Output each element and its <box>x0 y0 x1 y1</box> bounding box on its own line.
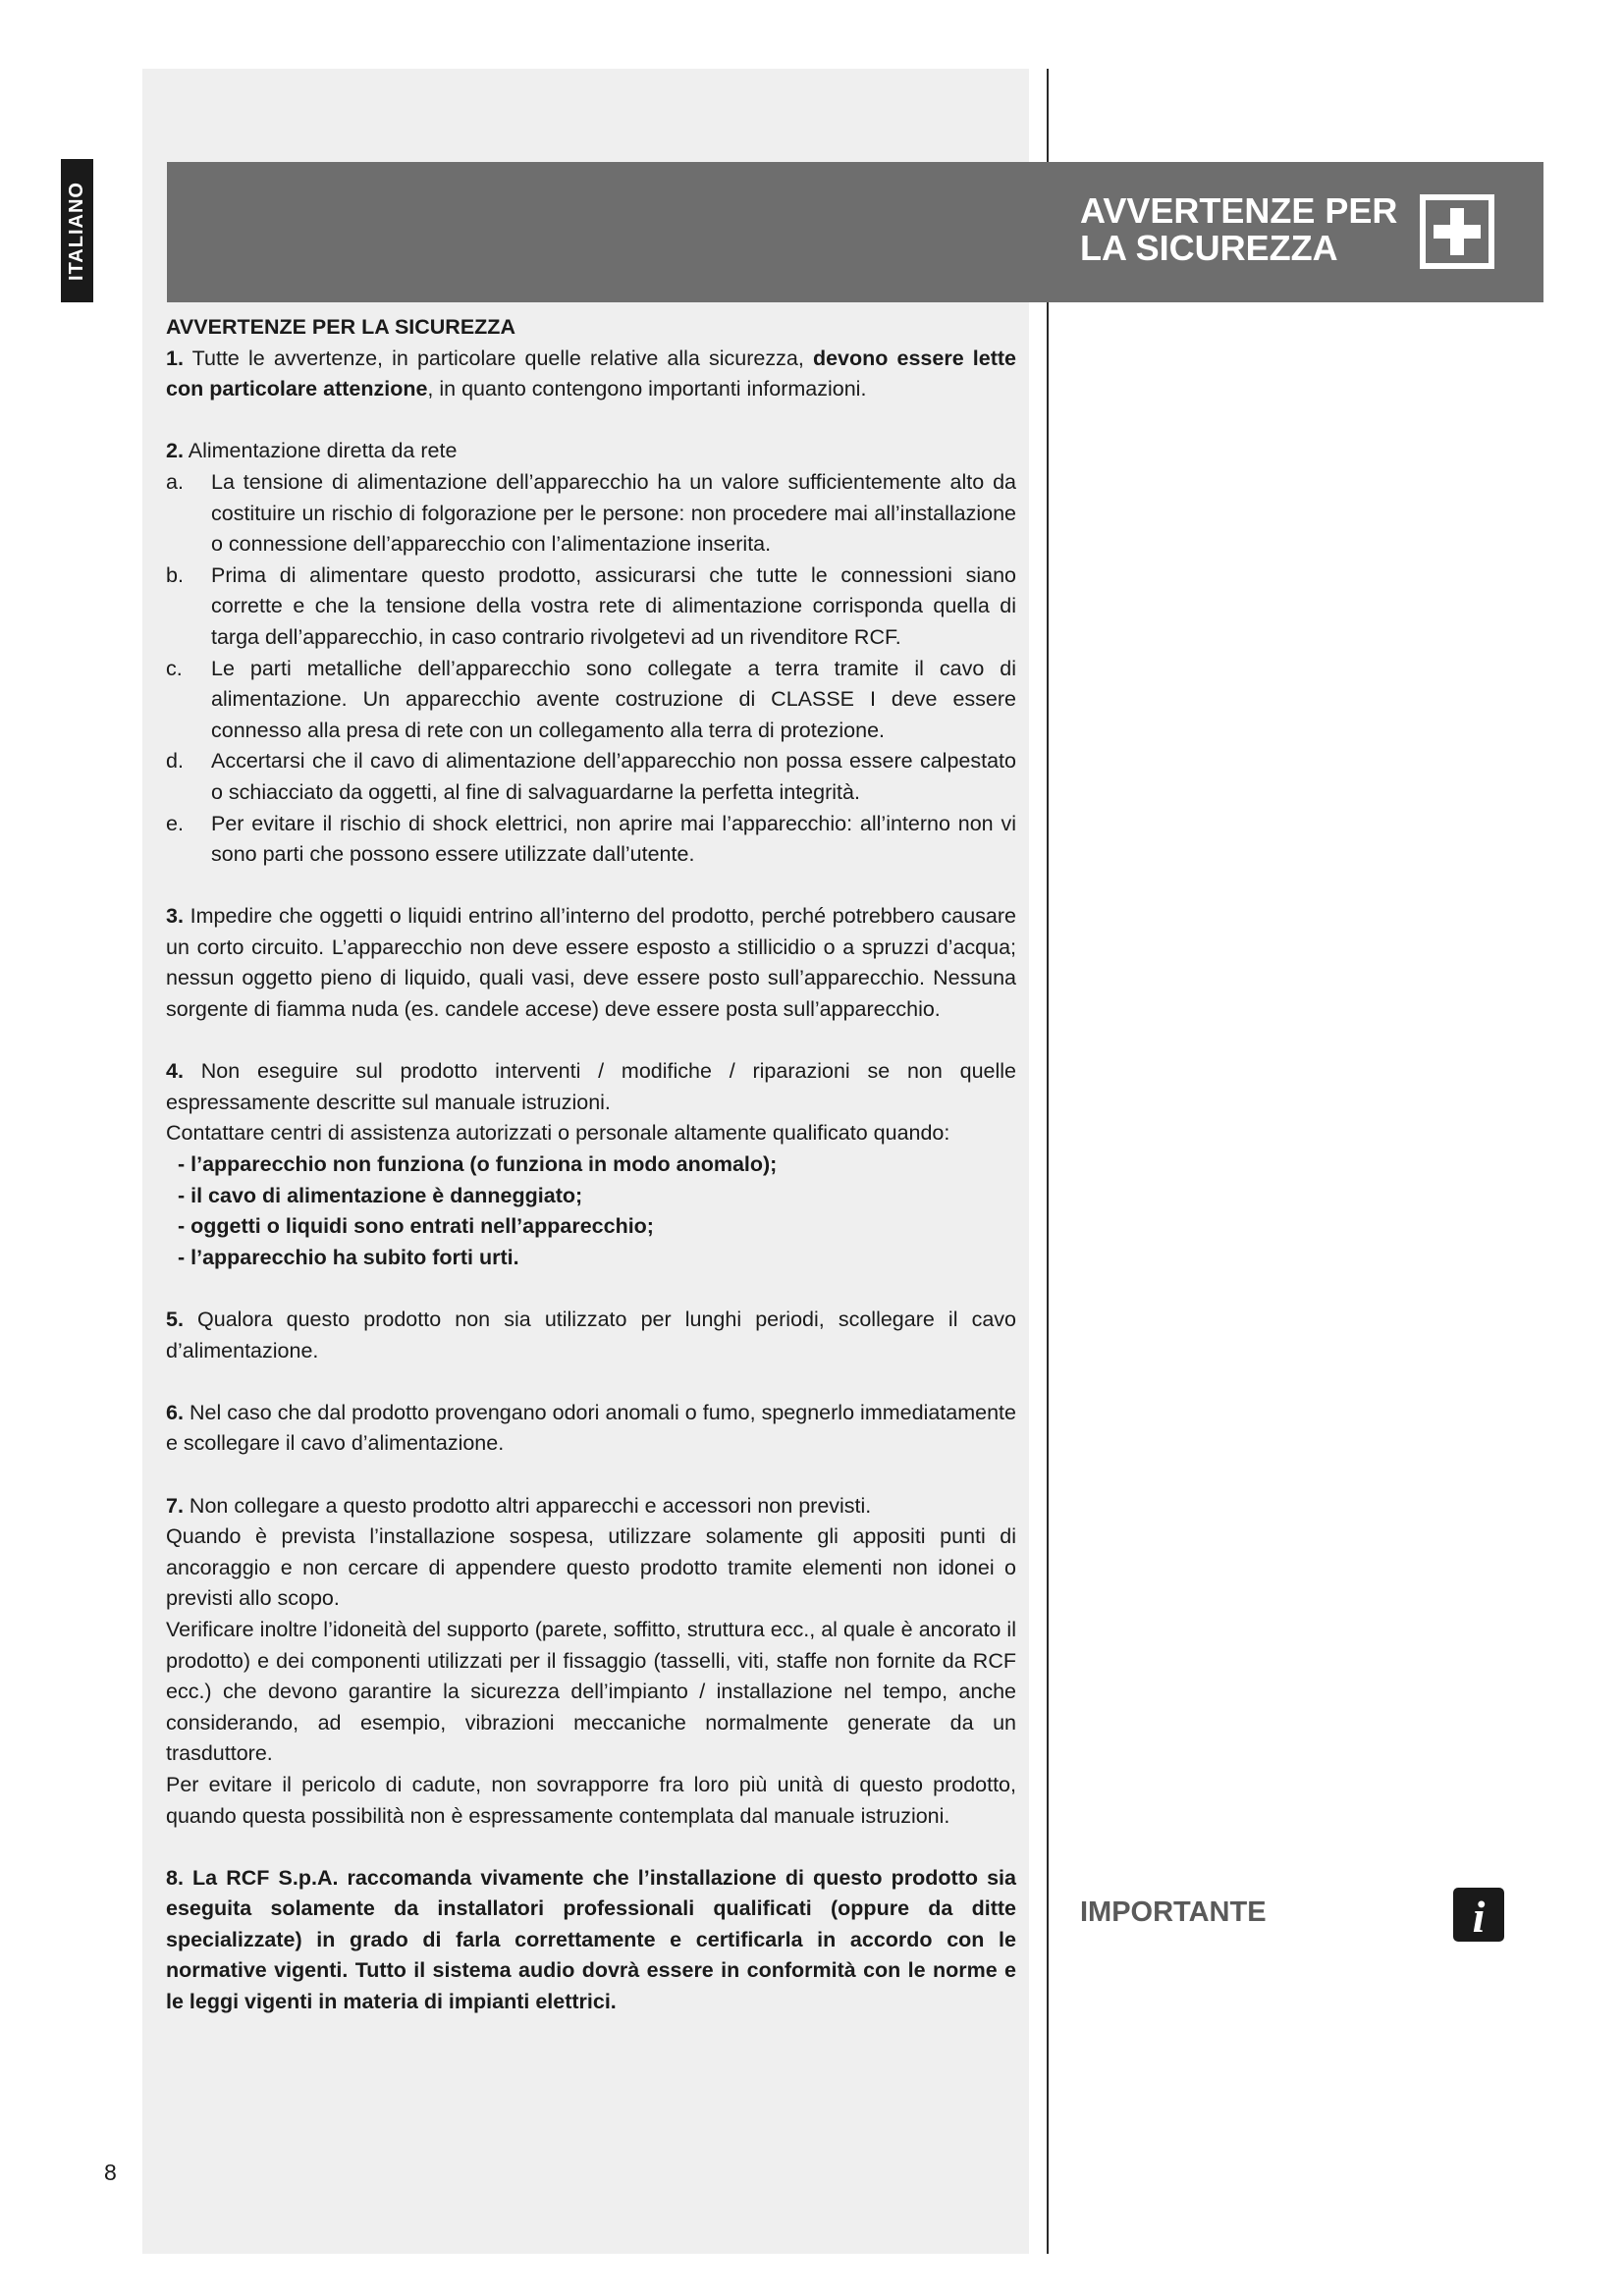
list-marker: b. <box>166 562 184 587</box>
list-marker: d. <box>166 749 184 774</box>
page-title <box>1080 192 1404 267</box>
list-item <box>166 654 1016 747</box>
section-1-number: 1. <box>166 346 184 370</box>
list-item <box>166 809 1016 871</box>
list-text: La tensione di alimentazione dell’apparecchio ha un valore sufficientemente alto da costituire un rischio di folgorazione per le persone: non procedere mai all’installazione o connessione dell’apparecchio con l’alimentazione inserita. <box>211 469 1016 557</box>
page-title-line1: AVVERTENZE PER <box>1080 190 1398 231</box>
important-label: IMPORTANTE <box>1080 1896 1267 1928</box>
section-1-text-c: , in quanto contengono importanti informazioni. <box>427 377 867 401</box>
safety-content <box>166 312 1016 2018</box>
info-icon <box>1453 1888 1504 1942</box>
list-marker: a. <box>166 469 184 494</box>
section-3 <box>166 901 1016 1025</box>
list-item <box>166 467 1016 561</box>
section-3-text: Impedire che oggetti o liquidi entrino all’interno del prodotto, perché potrebbero causare un corto circuito. L’apparecchio non deve essere esposto a stillicidio o a spruzzi d’acqua; nessun oggetto pieno di liquido, quali vasi, deve essere posto sull’apparecchio. Nessuna sorgente di fiamma nuda (es. candele accese) deve essere posta sull’apparecchio. <box>166 904 1016 1022</box>
language-tab <box>61 159 93 302</box>
section-4-text: Non eseguire sul prodotto interventi / modifiche / riparazioni se non quelle espressamente descritte sul manuale istruzioni. <box>166 1059 1016 1114</box>
section-4-number: 4. <box>166 1059 184 1084</box>
list-marker: c. <box>166 656 183 680</box>
bullet-item: - il cavo di alimentazione è danneggiato; <box>178 1183 583 1207</box>
bullet-item: - l’apparecchio ha subito forti urti. <box>178 1245 519 1269</box>
section-7-number: 7. <box>166 1493 184 1518</box>
section-5-text: Qualora questo prodotto non sia utilizzato per lunghi periodi, scollegare il cavo d’alimentazione. <box>166 1308 1016 1362</box>
section-1-text-a: Tutte le avvertenze, in particolare quelle relative alla sicurezza, <box>183 346 813 370</box>
section-6-text: Nel caso che dal prodotto provengano odori anomali o fumo, spegnerlo immediatamente e scollegare il cavo d’alimentazione. <box>166 1400 1016 1456</box>
language-label: ITALIANO <box>66 181 88 281</box>
bullet-item: - l’apparecchio non funziona (o funziona in modo anomalo); <box>178 1152 778 1177</box>
list-text: Prima di alimentare questo prodotto, assicurarsi che tutte le connessioni siano corrette e che la tensione della vostra rete di alimentazione corrisponda quella di targa dell’apparecchio, in caso contrario rivolgetevi ad un rivenditore RCF. <box>211 562 1016 649</box>
section-5-number: 5. <box>166 1308 184 1331</box>
section-8: 8. La RCF S.p.A. raccomanda vivamente che l’installazione di questo prodotto sia eseguita solamente da installatori professionali qualificati (oppure da ditte specializzate) in grado di farla correttamente e certificarla in accordo con le normative vigenti. Tutto il sistema audio dovrà essere in conformità con le norme e le leggi vigenti in materia di impianti elettrici. <box>166 1865 1016 2014</box>
page-title-line2: LA SICUREZZA <box>1080 228 1338 268</box>
list-text: Per evitare il rischio di shock elettrici, non aprire mai l’apparecchio: all’interno non vi sono parti che possono essere utilizzate dall’utente. <box>211 811 1016 867</box>
list-item <box>166 746 1016 808</box>
list-item <box>166 561 1016 654</box>
column-divider <box>1047 69 1049 2254</box>
section-6 <box>166 1398 1016 1460</box>
section-7 <box>166 1491 1016 1522</box>
section-2-number: 2. <box>166 439 184 463</box>
bullet-item: - oggetti o liquidi sono entrati nell’apparecchio; <box>178 1214 654 1239</box>
section-5 <box>166 1305 1016 1366</box>
section-6-number: 6. <box>166 1400 184 1424</box>
section-2-title <box>166 436 1016 467</box>
section-7-text: Non collegare a questo prodotto altri apparecchi e accessori non previsti. <box>183 1493 872 1518</box>
page-number: 8 <box>104 2160 117 2185</box>
section-2-title-text: Alimentazione diretta da rete <box>183 439 458 463</box>
section-1-emphasis: devono essere lette con particolare attenzione <box>166 346 1016 401</box>
list-text: Le parti metalliche dell’apparecchio sono collegate a terra tramite il cavo di alimentazione. Un apparecchio avente costruzione di CLASSE I deve essere connesso alla presa di rete con un collegamento alla terra di protezione. <box>211 656 1016 742</box>
section-4-text-2: Contattare centri di assistenza autorizzati o personale altamente qualificato quando: <box>166 1121 950 1146</box>
section-7-paragraph-3: Verificare inoltre l’idoneità del supporto (parete, soffitto, struttura ecc., al quale è ancorato il prodotto) e dei componenti utilizzati per il fissaggio (tasselli, viti, staffe non fornite da RCF ecc.) che devono garantire la sicurezza dell’impianto / installazione nel tempo, anche considerando, ad esempio, vibrazioni meccaniche normalmente generate da un trasduttore. <box>166 1617 1016 1766</box>
first-aid-cross-icon <box>1420 194 1494 269</box>
section-heading: AVVERTENZE PER LA SICUREZZA <box>166 315 515 339</box>
list-text: Accertarsi che il cavo di alimentazione dell’apparecchio non possa essere calpestato o schiacciato da oggetti, al fine di salvaguardarne la perfetta integrità. <box>211 749 1016 804</box>
section-4 <box>166 1056 1016 1118</box>
list-marker: e. <box>166 811 184 835</box>
section-7-paragraph-4: Per evitare il pericolo di cadute, non sovrapporre fra loro più unità di questo prodotto, quando questa possibilità non è espressamente contemplata dal manuale istruzioni. <box>166 1772 1016 1828</box>
section-3-number: 3. <box>166 904 184 929</box>
info-icon-letter: i <box>1472 1892 1486 1942</box>
section-1 <box>166 344 1016 405</box>
section-7-paragraph-2: Quando è prevista l’installazione sospesa, utilizzare solamente gli appositi punti di ancoraggio e non cercare di appendere questo prodotto tramite elementi non idonei o previsti allo scopo. <box>166 1524 1016 1611</box>
